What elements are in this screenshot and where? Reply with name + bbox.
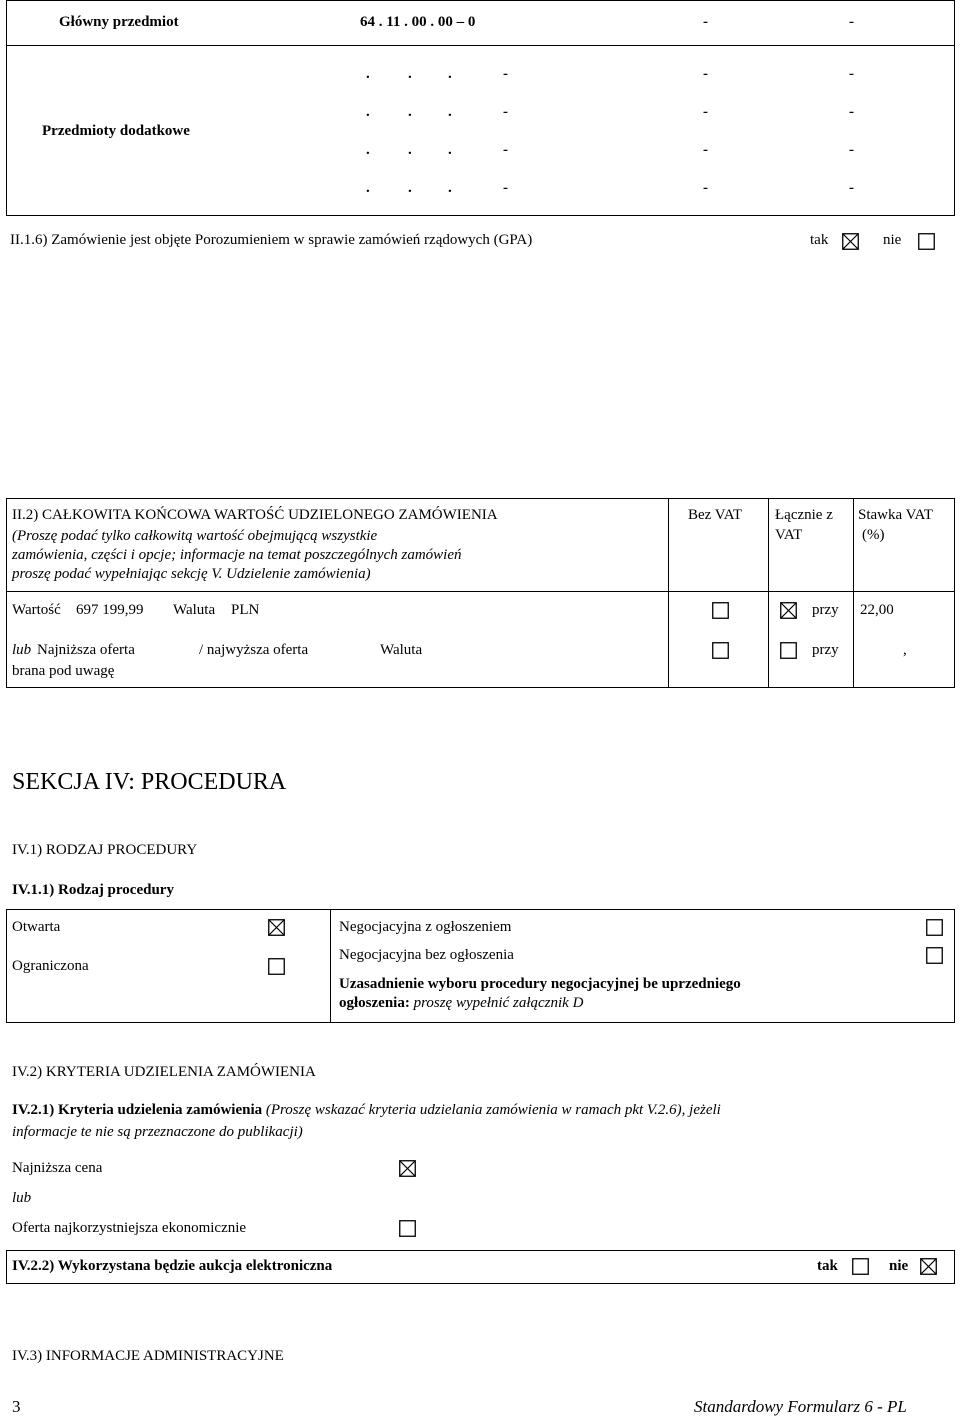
cpv-divider	[6, 45, 955, 46]
additional-subjects-label: Przedmioty dodatkowe	[42, 123, 190, 139]
neg-without-checkbox[interactable]	[926, 947, 943, 964]
row2-currency-label: Waluta	[380, 642, 423, 658]
iv22-heading: IV.2.2) Wykorzystana będzie aukcja elektroniczna	[12, 1258, 333, 1274]
row2-lub: lub	[12, 642, 32, 658]
main-subject-label: Główny przedmiot	[59, 14, 179, 30]
empty-box-icon	[399, 1220, 416, 1237]
value-col-sep-2	[768, 498, 769, 688]
value-table-divider	[6, 591, 955, 592]
criteria-lub: lub	[12, 1190, 32, 1206]
gpa-no-label: nie	[883, 232, 902, 248]
neg-without-label: Negocjacyjna bez ogłoszenia	[339, 947, 514, 963]
iv2-heading: IV.2) KRYTERIA UDZIELENIA ZAMÓWIENIA	[12, 1064, 316, 1080]
main-dash-1: -	[703, 14, 708, 30]
page-number: 3	[12, 1397, 21, 1416]
code-dash: -	[503, 180, 508, 196]
lowest-price-checkbox[interactable]	[399, 1160, 416, 1177]
row1-no-vat-checkbox[interactable]	[712, 602, 729, 619]
justification-note: proszę wypełnić załącznik D	[413, 995, 584, 1011]
iv21-heading: IV.2.1) Kryteria udzielenia zamówienia	[12, 1102, 263, 1118]
procedure-col-sep	[330, 909, 331, 1023]
open-label: Otwarta	[12, 919, 61, 935]
code-dash: -	[503, 142, 508, 158]
justification-line-1: Uzasadnienie wyboru procedury negocjacyjnej be uprzedniego	[339, 976, 741, 992]
code-dot: .	[448, 180, 452, 196]
row1-rate: 22,00	[860, 602, 894, 618]
col-no-vat: Bez VAT	[688, 507, 743, 523]
code-dot: .	[366, 104, 370, 120]
code-dash: -	[703, 104, 708, 120]
currency-label: Waluta	[173, 602, 216, 618]
code-dash: -	[849, 142, 854, 158]
row2-lowest: Najniższa oferta	[37, 642, 135, 658]
gpa-question: II.1.6) Zamówienie jest objęte Porozumieniem w sprawie zamówień rządowych (GPA)	[10, 232, 533, 248]
value-col-sep-1	[668, 498, 669, 688]
code-dot: .	[408, 104, 412, 120]
code-dot: .	[448, 104, 452, 120]
section-iv-title: SEKCJA IV: PROCEDURA	[12, 769, 287, 795]
code-dash: -	[849, 104, 854, 120]
code-dot: .	[366, 66, 370, 82]
cpv-table	[6, 0, 955, 216]
code-dot: .	[366, 180, 370, 196]
neg-with-label: Negocjacyjna z ogłoszeniem	[339, 919, 512, 935]
empty-box-icon	[926, 947, 943, 964]
row2-przy: przy	[812, 642, 839, 658]
neg-with-checkbox[interactable]	[926, 919, 943, 936]
code-dash: -	[849, 180, 854, 196]
auction-nie-label: nie	[889, 1258, 909, 1274]
currency-value: PLN	[231, 602, 260, 618]
auction-no-checkbox[interactable]	[920, 1258, 937, 1275]
justification-label: ogłoszenia:	[339, 995, 410, 1011]
code-dash: -	[703, 66, 708, 82]
row1-with-vat-checkbox[interactable]	[780, 602, 797, 619]
value-note-line-1: (Proszę podać tylko całkowitą wartość obejmującą wszystkie	[12, 528, 378, 544]
code-dot: .	[408, 66, 412, 82]
iv1-heading: IV.1) RODZAJ PROCEDURY	[12, 842, 198, 858]
auction-tak-label: tak	[817, 1258, 838, 1274]
empty-box-icon	[780, 642, 797, 659]
empty-box-icon	[852, 1258, 869, 1275]
value-section-title: II.2) CAŁKOWITA KOŃCOWA WARTOŚĆ UDZIELONEGO ZAMÓWIENIA	[12, 507, 498, 523]
main-subject-code: 64 . 11 . 00 . 00 – 0	[360, 14, 476, 30]
col-rate-1: Stawka VAT	[858, 507, 933, 523]
col-rate-2: (%)	[862, 527, 885, 543]
empty-box-icon	[268, 958, 285, 975]
iv21-note: (Proszę wskazać kryteria udzielania zamówienia w ramach pkt V.2.6), jeżeli	[265, 1102, 721, 1118]
restricted-label: Ograniczona	[12, 958, 89, 974]
row2-highest: / najwyższa oferta	[199, 642, 309, 658]
checked-box-icon	[780, 602, 797, 619]
row1-przy: przy	[812, 602, 839, 618]
gpa-no-checkbox[interactable]	[918, 233, 935, 250]
restricted-checkbox[interactable]	[268, 958, 285, 975]
value-table	[6, 498, 955, 688]
checked-box-icon	[920, 1258, 937, 1275]
iv21-line-1	[12, 1102, 721, 1119]
gpa-yes-label: tak	[810, 232, 829, 248]
open-checkbox[interactable]	[268, 919, 285, 936]
most-advantageous-checkbox[interactable]	[399, 1220, 416, 1237]
value-label: Wartość	[12, 602, 61, 618]
code-dash: -	[703, 180, 708, 196]
value-note-line-2: zamówienia, części i opcje; informacje na temat poszczególnych zamówień	[12, 547, 462, 563]
code-dot: .	[408, 142, 412, 158]
empty-box-icon	[918, 233, 935, 250]
most-advantageous-label: Oferta najkorzystniejsza ekonomicznie	[12, 1220, 247, 1236]
iv3-heading: IV.3) INFORMACJE ADMINISTRACYJNE	[12, 1348, 284, 1364]
value-col-sep-3	[853, 498, 854, 688]
code-dot: .	[408, 180, 412, 196]
row2-no-vat-checkbox[interactable]	[712, 642, 729, 659]
col-with-vat-2: VAT	[775, 527, 803, 543]
checked-box-icon	[268, 919, 285, 936]
auction-yes-checkbox[interactable]	[852, 1258, 869, 1275]
row2-rate: ,	[903, 642, 907, 658]
form-name: Standardowy Formularz 6 - PL	[694, 1397, 907, 1416]
checked-box-icon	[399, 1160, 416, 1177]
empty-box-icon	[712, 602, 729, 619]
empty-box-icon	[712, 642, 729, 659]
code-dot: .	[448, 142, 452, 158]
code-dash: -	[703, 142, 708, 158]
code-dot: .	[366, 142, 370, 158]
main-dash-2: -	[849, 14, 854, 30]
code-dash: -	[503, 104, 508, 120]
code-dot: .	[448, 66, 452, 82]
iv21-line-2: informacje te nie są przeznaczone do publikacji)	[12, 1124, 303, 1140]
value-amount: 697 199,99	[76, 602, 144, 618]
justification-line-2	[339, 995, 583, 1012]
value-note-line-3: proszę podać wypełniając sekcję V. Udzielenie zamówienia)	[12, 566, 371, 582]
col-with-vat-1: Łącznie z	[775, 507, 833, 523]
code-dash: -	[503, 66, 508, 82]
row2-considered: brana pod uwagę	[12, 663, 115, 679]
checked-box-icon	[842, 233, 859, 250]
row2-with-vat-checkbox[interactable]	[780, 642, 797, 659]
lowest-price-label: Najniższa cena	[12, 1160, 103, 1176]
code-dash: -	[849, 66, 854, 82]
empty-box-icon	[926, 919, 943, 936]
iv11-heading: IV.1.1) Rodzaj procedury	[12, 882, 174, 898]
gpa-yes-checkbox[interactable]	[842, 233, 859, 250]
